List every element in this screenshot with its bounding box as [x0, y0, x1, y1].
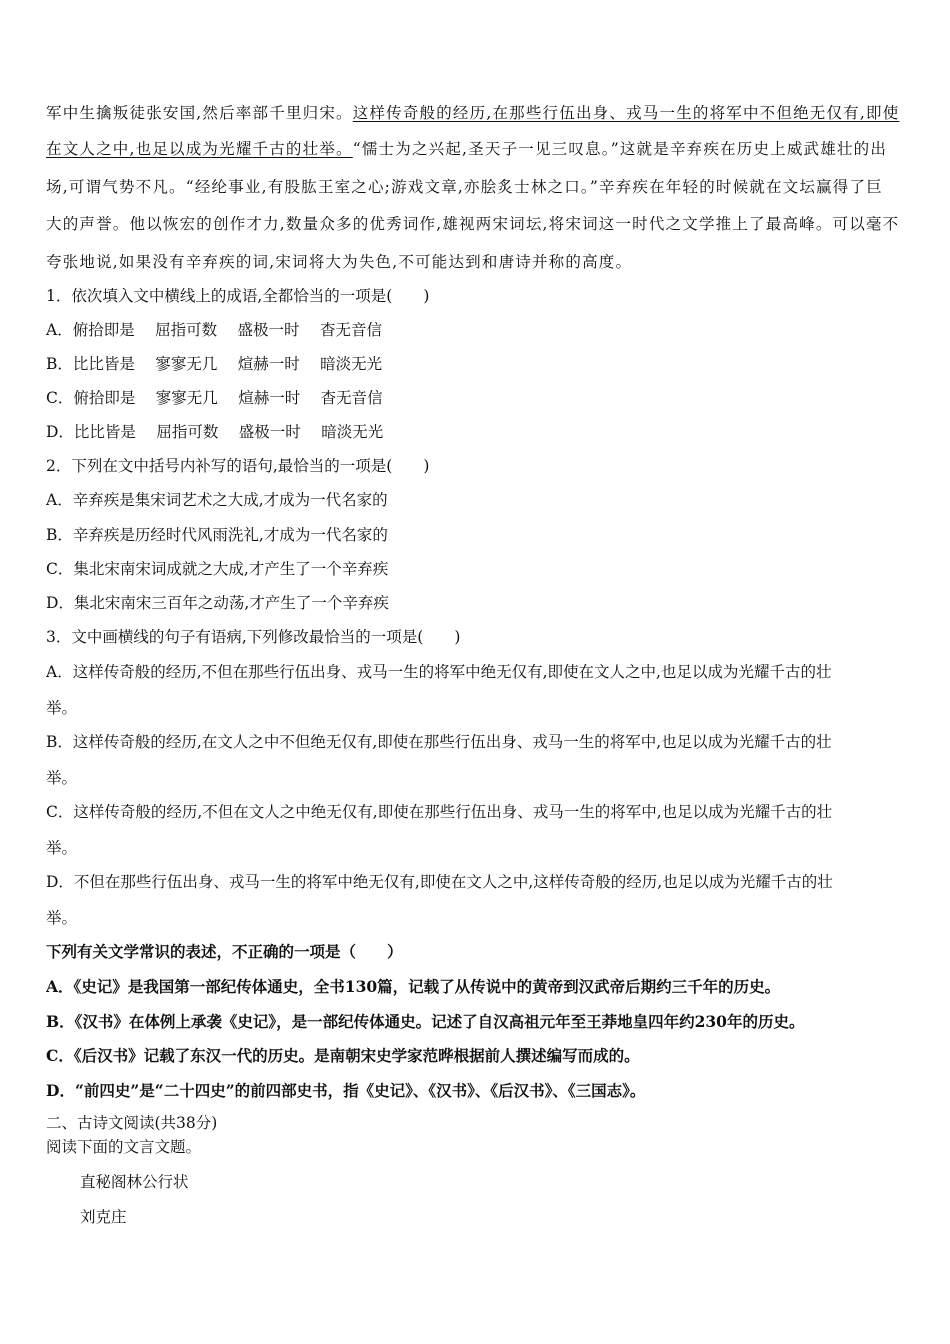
text-author: 刘克庄 [80, 1208, 127, 1226]
q4-option-c: C．《后汉书》记载了东汉一代的历史。是南朝宋史学家范晔根据前人撰述编写而成的。 [46, 1046, 640, 1065]
q2-option-b: B．辛弃疾是历经时代风雨洗礼,才成为一代名家的 [46, 526, 388, 544]
q3-option-c-cont: 举。 [46, 839, 78, 857]
q3-option-c: C．这样传奇般的经历,不但在文人之中绝无仅有,即使在那些行伍出身、戎马一生的将军中,也足以成为光耀千古的壮 [46, 803, 833, 821]
q3-option-b-cont: 举。 [46, 769, 78, 787]
passage-line-5: 夸张地说,如果没有辛弃疾的词,宋词将大为失色,不可能达到和唐诗并称的高度。 [46, 253, 633, 271]
passage-text: “懦士为之兴起,圣天子一见三叹息。”这就是辛弃疾在历史上威武雄壮的出 [352, 140, 888, 158]
q3-option-d-cont: 举。 [46, 909, 78, 927]
passage-line-4: 大的声誉。他以恢宏的创作才力,数量众多的优秀词作,雄视两宋词坛,将宋词这一时代之文学推上了最高峰。可以毫不 [46, 215, 900, 233]
q2-option-d: D．集北宋南宋三百年之动荡,才产生了一个辛弃疾 [46, 594, 389, 612]
underlined-sentence: 在文人之中,也足以成为光耀千古的壮举。 [46, 140, 353, 158]
q2-stem: 2．下列在文中括号内补写的语句,最恰当的一项是( ) [46, 457, 430, 475]
q4-option-b: B．《汉书》在体例上承袭《史记》，是一部纪传体通史。记述了自汉高祖元年至王莽地皇四年约230年的历史。 [46, 1012, 805, 1031]
q4-option-a: A．《史记》是我国第一部纪传体通史，全书130篇，记载了从传说中的黄帝到汉武帝后期约三千年的历史。 [46, 977, 781, 996]
underlined-sentence: 这样传奇般的经历,在那些行伍出身、戎马一生的将军中不但绝无仅有,即使 [352, 104, 900, 122]
passage-line-3: 场,可谓气势不凡。“经纶事业,有股肱王室之心;游戏文章,亦脍炙士林之口。”辛弃疾在年轻的时候就在文坛赢得了巨 [46, 178, 883, 196]
q4-stem: 下列有关文学常识的表述，不正确的一项是（ ） [46, 942, 403, 961]
q1-option-a: A．俯拾即是 屈指可数 盛极一时 杳无音信 [46, 321, 382, 339]
passage-line-2 [46, 138, 906, 160]
q2-option-a: A．辛弃疾是集宋词艺术之大成,才成为一代名家的 [46, 491, 388, 509]
q1-option-c: C．俯拾即是 寥寥无几 煊赫一时 杳无音信 [46, 389, 383, 407]
q3-option-a-cont: 举。 [46, 699, 78, 717]
passage-line-1 [46, 102, 906, 124]
q3-option-b: B．这样传奇般的经历,在文人之中不但绝无仅有,即使在那些行伍出身、戎马一生的将军中,也足以成为光耀千古的壮 [46, 733, 832, 751]
q3-stem: 3．文中画横线的句子有语病,下列修改最恰当的一项是( ) [46, 628, 461, 646]
q4-option-d: D．“前四史”是“二十四史”的前四部史书，指《史记》、《汉书》、《后汉书》、《三国志》。 [46, 1081, 646, 1100]
section-instruction: 阅读下面的文言文题。 [46, 1138, 202, 1156]
q2-option-c: C．集北宋南宋词成就之大成,才产生了一个辛弃疾 [46, 560, 389, 578]
q1-option-d: D．比比皆是 屈指可数 盛极一时 暗淡无光 [46, 423, 384, 441]
text-title: 直秘阁林公行状 [80, 1173, 189, 1191]
q1-stem: 1．依次填入文中横线上的成语,全都恰当的一项是( ) [46, 287, 430, 305]
q3-option-d: D．不但在那些行伍出身、戎马一生的将军中绝无仅有,即使在文人之中,这样传奇般的经历,也足以成为光耀千古的壮 [46, 873, 833, 891]
section-heading: 二、古诗文阅读(共38分) [46, 1114, 218, 1132]
passage-text: 军中生擒叛徒张安国,然后率部千里归宋。 [46, 104, 353, 122]
q1-option-b: B．比比皆是 寥寥无几 煊赫一时 暗淡无光 [46, 355, 383, 373]
q3-option-a: A．这样传奇般的经历,不但在那些行伍出身、戎马一生的将军中绝无仅有,即使在文人之中,也足以成为光耀千古的壮 [46, 663, 832, 681]
